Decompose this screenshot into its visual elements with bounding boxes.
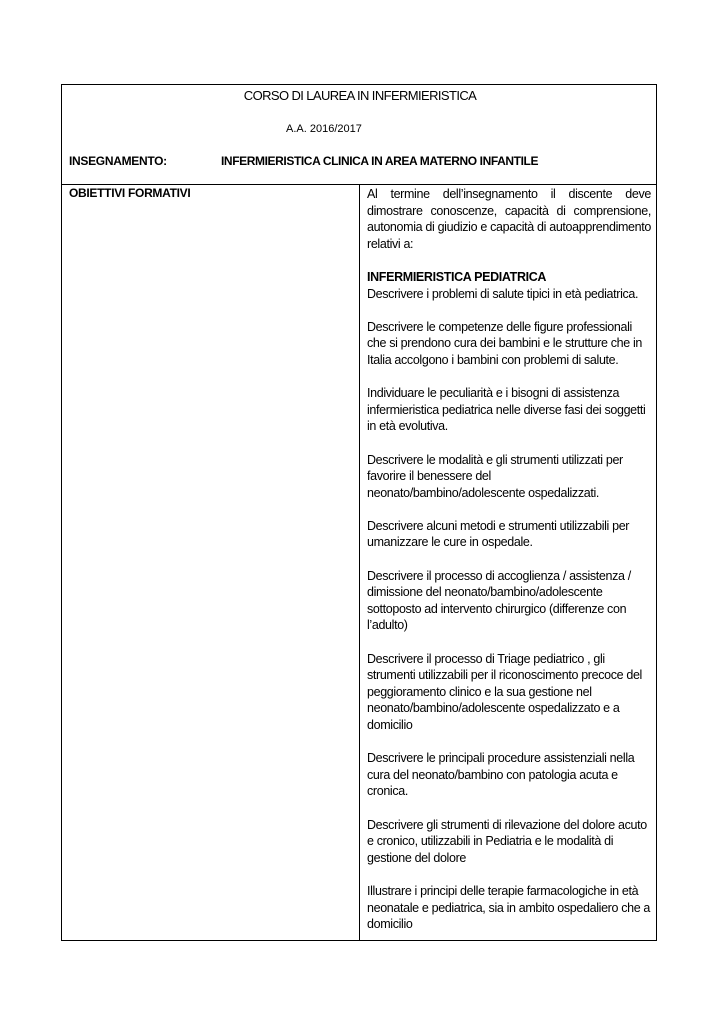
- academic-year: A.A. 2016/2017: [286, 123, 362, 135]
- objective-item: Illustrare i principi delle terapie farmacologiche in età neonatale e pediatrica, sia in ambito ospedaliero che a domicilio: [367, 883, 651, 932]
- objective-item: Descrivere il processo di Triage pediatrico , gli strumenti utilizzabili per il riconoscimento precoce del peggioramento clinico e la sua gestione nel neonato/bambino/adolescente ospedalizzato e a domicilio: [367, 651, 642, 732]
- objective-item: Descrivere le modalità e gli strumenti utilizzati per favorire il benessere del neonato/bambino/adolescente ospedalizzati.: [367, 452, 623, 500]
- objective-item: Descrivere alcuni metodi e strumenti utilizzabili per umanizzare le cure in ospedale.: [367, 518, 630, 550]
- objectives-label-cell: [62, 185, 360, 940]
- objective-item: Descrivere le competenze delle figure professionali che si prendono cura dei bambini e le strutture che in Italia accolgono i bambini con problemi di salute.: [367, 319, 643, 367]
- objectives-content-cell: [367, 186, 651, 949]
- pediatric-nursing-heading: INFERMIERISTICA PEDIATRICA: [367, 269, 547, 284]
- course-table: [61, 84, 657, 941]
- course-title: CORSO DI LAUREA IN INFERMIERISTICA: [243, 88, 477, 103]
- teaching-label: INSEGNAMENTO:: [69, 154, 167, 168]
- objectives-intro: Al termine dell’insegnamento il discente deve dimostrare conoscenze, capacità di comprensione, autonomia di giudizio e capacità di autoapprendimento relativi a:: [367, 187, 651, 251]
- objectives-label: OBIETTIVI FORMATIVI: [69, 186, 191, 200]
- teaching-value: INFERMIERISTICA CLINICA IN AREA MATERNO INFANTILE: [221, 154, 539, 168]
- table-header-cell: [62, 85, 656, 185]
- objective-item: Descrivere i problemi di salute tipici in età pediatrica.: [367, 286, 639, 301]
- objective-item: Descrivere le principali procedure assistenziali nella cura del neonato/bambino con patologia acuta e cronica.: [367, 751, 635, 799]
- objective-item: Descrivere gli strumenti di rilevazione del dolore acuto e cronico, utilizzabili in Pediatria e le modalità di gestione del dolore: [367, 817, 647, 865]
- objective-item: Individuare le peculiarità e i bisogni di assistenza infermieristica pediatrica nelle diverse fasi dei soggetti in età evolutiva.: [367, 386, 646, 434]
- objective-item: Descrivere il processo di accoglienza / assistenza / dimissione del neonato/bambino/adolescente sottoposto ad intervento chirurgico (differenze con l’adulto): [367, 568, 631, 633]
